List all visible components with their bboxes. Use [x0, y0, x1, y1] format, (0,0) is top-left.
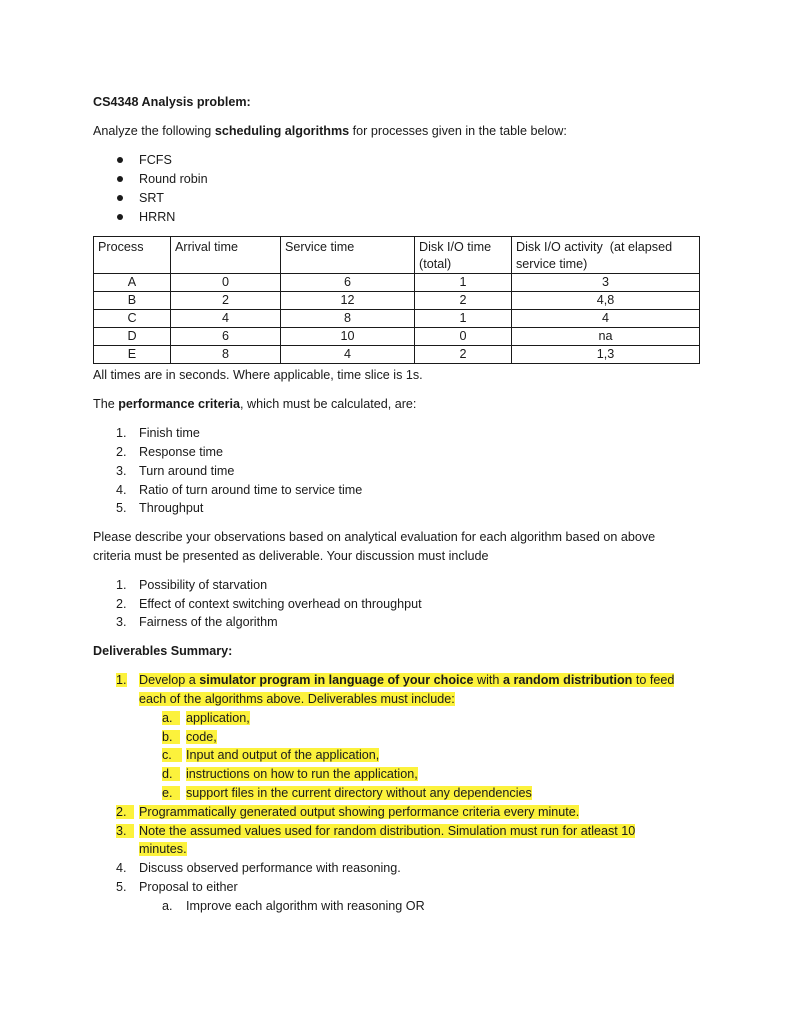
list-number: 2. [116, 445, 127, 459]
list-number: 5. [116, 880, 127, 894]
table-row [94, 274, 700, 292]
table-row [94, 292, 700, 310]
table-row [94, 328, 700, 346]
list-number: 3. [116, 615, 127, 629]
table-cell: 0 [171, 274, 281, 292]
bullet-dot-icon [117, 214, 123, 220]
criteria-intro-bold: performance criteria [118, 397, 240, 411]
deliverable-item-4: Discuss observed performance with reasoning. [139, 861, 401, 875]
deliverable-item-2: Programmatically generated output showing performance criteria every minute. [139, 805, 580, 819]
deliverable-text-bold: a random distribution [502, 673, 633, 687]
table-cell: 1 [415, 274, 512, 292]
deliverable-item-1-line2 [139, 690, 455, 708]
list-number: 1. [116, 673, 127, 687]
bullet-dot-icon [117, 157, 123, 163]
table-cell: 0 [415, 328, 512, 346]
column-header: Disk I/O activity (at elapsed service time) [512, 237, 700, 274]
table-header-row [94, 237, 700, 274]
deliverables-title: Deliverables Summary: [93, 644, 233, 658]
table-cell: 4,8 [512, 292, 700, 310]
algorithm-item: SRT [139, 191, 164, 205]
deliverable-text: each of the algorithms above. Deliverables must include: [139, 692, 455, 706]
bullet-dot-icon [117, 176, 123, 182]
discussion-item: Possibility of starvation [139, 578, 268, 592]
criteria-intro-pre: The [93, 397, 119, 411]
list-letter: a. [162, 711, 180, 725]
deliverable-subitem: support files in the current directory without any dependencies [186, 786, 532, 800]
deliverable-subitem: code, [186, 730, 217, 744]
intro-text-bold: scheduling algorithms [214, 124, 350, 138]
table-note: All times are in seconds. Where applicable, time slice is 1s. [93, 368, 423, 382]
deliverable-item-5-subitem: Improve each algorithm with reasoning OR [186, 899, 425, 913]
table-row [94, 346, 700, 364]
table-cell: C [94, 310, 171, 328]
list-number: 2. [116, 597, 127, 611]
discussion-item: Fairness of the algorithm [139, 615, 278, 629]
bullet-dot-icon [117, 195, 123, 201]
criteria-item: Ratio of turn around time to service time [139, 483, 363, 497]
table-cell: 2 [415, 292, 512, 310]
list-letter: d. [162, 767, 180, 781]
deliverable-subitem: Input and output of the application, [186, 748, 380, 762]
deliverable-text-bold: simulator program in language of your choice [199, 673, 474, 687]
list-letter: c. [162, 748, 183, 762]
deliverable-text: with [473, 673, 503, 687]
table-cell: 6 [281, 274, 415, 292]
column-header: Disk I/O time (total) [415, 237, 512, 274]
list-number: 5. [116, 501, 127, 515]
table-cell: na [512, 328, 700, 346]
observations-line: criteria must be presented as deliverable. Your discussion must include [93, 549, 489, 563]
list-number: 1. [116, 426, 127, 440]
deliverable-item-5: Proposal to either [139, 880, 238, 894]
deliverable-item-3-line1: Note the assumed values used for random distribution. Simulation must run for atleast 10 [139, 824, 636, 838]
list-letter: b. [162, 730, 180, 744]
table-cell: 2 [171, 292, 281, 310]
column-header: Process [94, 237, 171, 274]
deliverable-subitem: application, [186, 711, 250, 725]
criteria-item: Finish time [139, 426, 200, 440]
table-cell: 3 [512, 274, 700, 292]
table-cell: 12 [281, 292, 415, 310]
process-table [93, 236, 700, 364]
column-header: Arrival time [171, 237, 281, 274]
table-cell: 4 [171, 310, 281, 328]
discussion-item: Effect of context switching overhead on throughput [139, 597, 422, 611]
deliverable-item-3-line2: minutes. [139, 842, 187, 856]
document-title: CS4348 Analysis problem: [93, 95, 251, 109]
table-cell: E [94, 346, 171, 364]
intro-text-pre: Analyze the following [93, 124, 215, 138]
list-number: 4. [116, 861, 127, 875]
table-cell: 1 [415, 310, 512, 328]
table-row [94, 310, 700, 328]
table-cell: 4 [512, 310, 700, 328]
list-number: 4. [116, 483, 127, 497]
deliverable-text: Develop a [139, 673, 200, 687]
list-number: 2. [116, 805, 134, 819]
deliverable-text: to feed [632, 673, 675, 687]
deliverable-subitem: instructions on how to run the application, [186, 767, 418, 781]
table-cell: 1,3 [512, 346, 700, 364]
criteria-item: Response time [139, 445, 223, 459]
table-cell: 8 [281, 310, 415, 328]
intro-paragraph [93, 122, 567, 140]
list-letter: a. [162, 899, 173, 913]
table-cell: B [94, 292, 171, 310]
table-cell: D [94, 328, 171, 346]
column-header: Service time [281, 237, 415, 274]
list-number: 3. [116, 464, 127, 478]
criteria-intro-post: , which must be calculated, are: [240, 397, 417, 411]
table-cell: 10 [281, 328, 415, 346]
table-cell: A [94, 274, 171, 292]
list-number: 1. [116, 578, 127, 592]
criteria-item: Throughput [139, 501, 204, 515]
table-cell: 2 [415, 346, 512, 364]
table-cell: 6 [171, 328, 281, 346]
algorithm-item: Round robin [139, 172, 208, 186]
list-number: 3. [116, 824, 134, 838]
algorithm-item: FCFS [139, 153, 172, 167]
algorithm-item: HRRN [139, 210, 176, 224]
intro-text-post: for processes given in the table below: [349, 124, 567, 138]
criteria-intro [93, 395, 416, 413]
list-letter: e. [162, 786, 180, 800]
deliverable-item-1-line1 [139, 671, 674, 689]
observations-line: Please describe your observations based on analytical evaluation for each algorithm based on above [93, 530, 656, 544]
table-cell: 4 [281, 346, 415, 364]
criteria-item: Turn around time [139, 464, 235, 478]
table-cell: 8 [171, 346, 281, 364]
